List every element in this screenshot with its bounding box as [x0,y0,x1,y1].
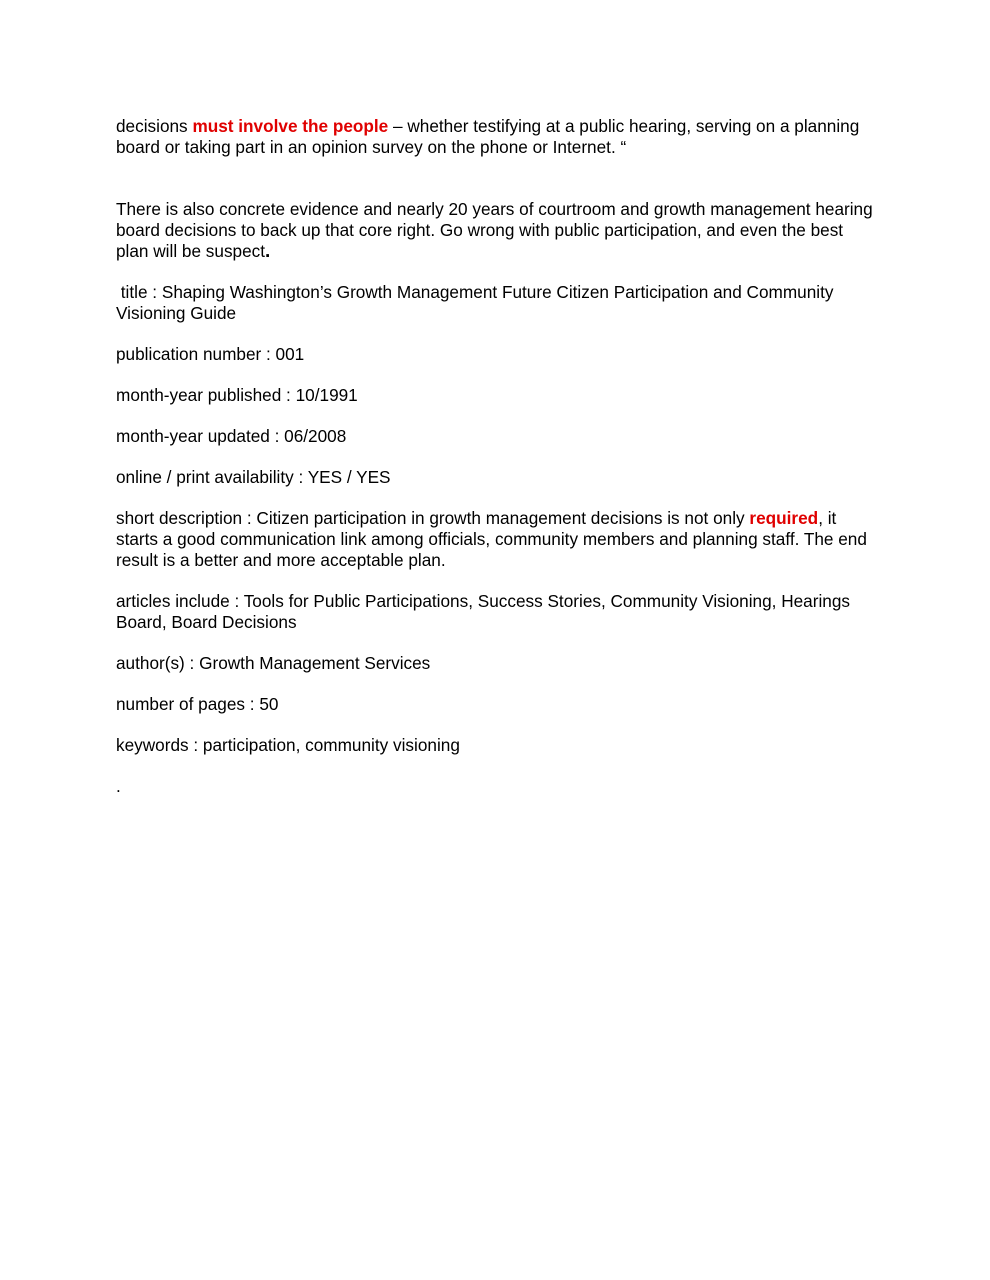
short-description-end: , it starts a good communication link among officials, community members and planning staff. The end result is a better and more acceptable plan. [116,508,867,570]
field-short-description [116,508,876,571]
field-month-year-published: month-year published : 10/1991 [116,385,358,405]
field-keywords: keywords : participation, community visioning [116,735,460,755]
short-description-start: short description : Citizen participation in growth management decisions is not only [116,508,750,528]
document-page [116,116,876,797]
field-publication-number: publication number : 001 [116,344,305,364]
quote-highlight: must involve the people [192,116,389,136]
trailing-dot: . [116,776,121,796]
quote-paragraph [116,116,876,158]
evidence-end-punct: . [265,241,271,262]
field-authors: author(s) : Growth Management Services [116,653,431,673]
short-description-highlight: required [749,508,819,528]
field-availability: online / print availability : YES / YES [116,467,391,487]
evidence-paragraph [116,199,876,262]
evidence-text: There is also concrete evidence and nearly 20 years of courtroom and growth management hearing board decisions to back up that core right. Go wrong with public participation, and even the best plan will be suspect [116,199,873,261]
field-title: title : Shaping Washington’s Growth Management Future Citizen Participation and Community Visioning Guide [116,282,839,323]
quote-text-end: – whether testifying at a public hearing, serving on a planning board or taking part in an opinion survey on the phone or Internet. “ [116,116,860,157]
quote-text-start: decisions [116,116,193,136]
field-month-year-updated: month-year updated : 06/2008 [116,426,347,446]
field-articles: articles include : Tools for Public Participations, Success Stories, Community Visioning, Hearings Board, Board Decisions [116,591,850,632]
field-number-of-pages: number of pages : 50 [116,694,279,714]
